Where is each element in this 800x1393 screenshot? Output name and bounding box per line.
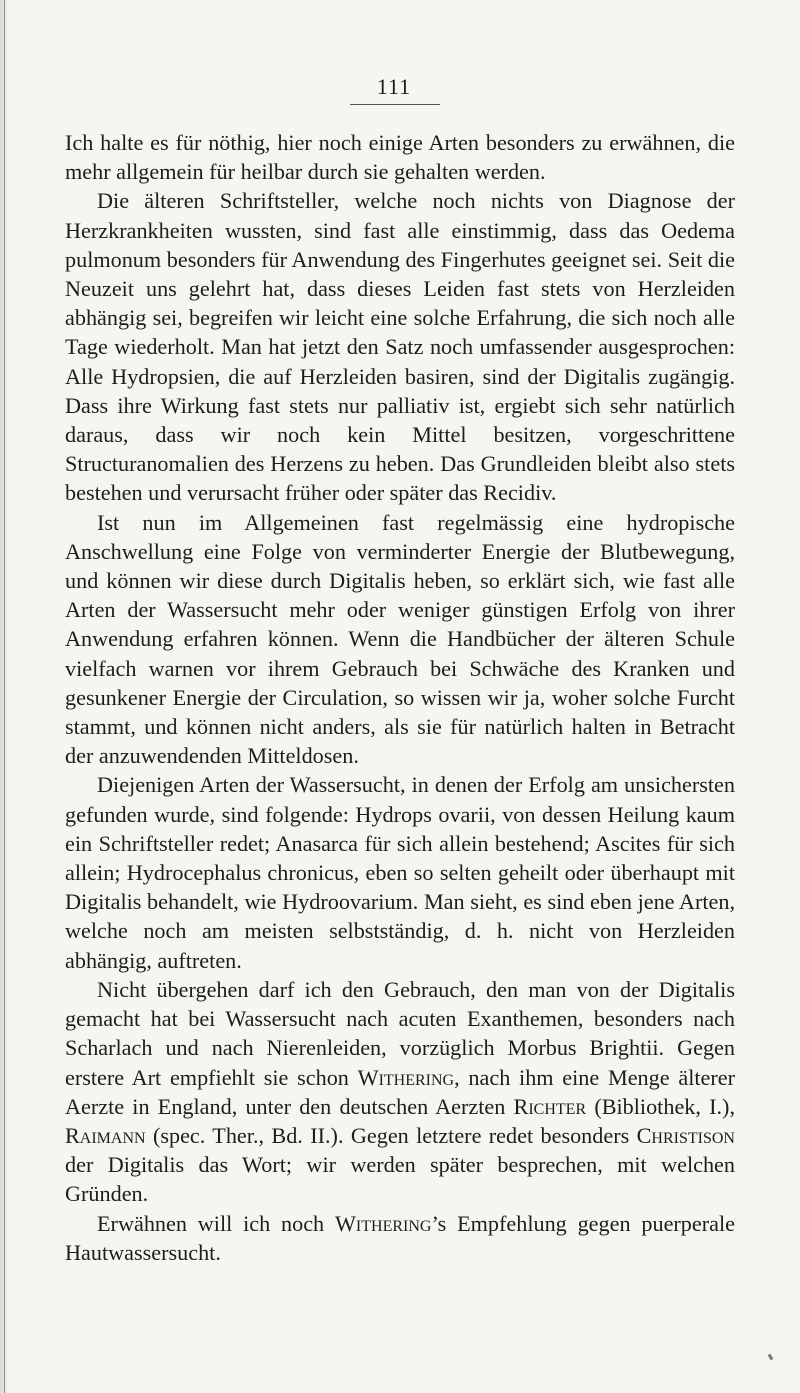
text-segment: Ich halte es für nöthig, hier noch einige Arten besonders zu erwähnen, die mehr allgemein für heilbar durch sie gehalten werden. [65,130,735,185]
text-segment: (spec. Ther., Bd. II.). Gegen letztere redet besonders [145,1122,637,1148]
author-name: Raimann [65,1122,146,1148]
text-segment: der Digitalis das Wort; wir werden später besprechen, mit welchen Gründen. [65,1152,735,1207]
author-name: Withering [357,1064,455,1090]
author-name: Christison [636,1122,735,1148]
paragraph-p2 [65,186,735,507]
paragraph-p6 [65,1209,735,1267]
paragraph-p3 [65,508,735,771]
author-name: Withering [334,1210,432,1236]
text-segment: Nicht übergehen darf ich den Gebrauch, den man von der Digitalis gemacht hat bei Wassersucht nach acuten Exanthemen, besonders nach Scharlach und nach Nierenleiden, vorzüglich Morbus Brightii. Gegen erstere Art empfiehlt sie schon [65,976,735,1090]
text-segment: , nach ihm eine Menge älterer Aerzte in England, unter den deutschen Aerzten [65,1064,735,1119]
page-number: 111 [376,74,412,99]
text-segment: Erwähnen will ich noch [97,1210,335,1236]
page-number-underline [350,104,440,105]
author-name: Richter [513,1093,587,1119]
page-speck [768,1354,774,1361]
text-segment: Ist nun im Allgemeinen fast regelmässig eine hydropische Anschwellung eine Folge von verminderter Energie der Blutbewegung, und können wir diese durch Digitalis heben, so erklärt sich, wie fast alle Arten der Wassersucht mehr oder weniger günstigen Erfolg von ihrer Anwendung erfahren können. Wenn die Handbücher der älteren Schule vielfach warnen vor ihrem Gebrauch bei Schwäche des Kranken und gesunkener Energie der Circulation, so wissen wir ja, woher solche Furcht stammt, und können nicht anders, als sie für natürlich halten in Betracht der anzuwendenden Mitteldosen. [65,509,735,769]
paragraph-p4 [65,770,735,974]
paragraph-p1 [65,128,735,186]
text-segment: ’s Empfehlung gegen puerperale Hautwassersucht. [65,1210,735,1265]
paragraph-p5 [65,975,735,1209]
text-segment: Diejenigen Arten der Wassersucht, in denen der Erfolg am unsichersten gefunden wurde, sind folgende: Hydrops ovarii, von dessen Heilung kaum ein Schriftsteller redet; Anasarca für sich allein bestehend; Ascites für sich allein; Hydrocephalus chronicus, eben so selten geheilt oder überhaupt mit Digitalis behandelt, wie Hydroovarium. Man sieht, es sind eben jene Arten, welche noch am meisten selbstständig, d. h. nicht von Herzleiden abhängig, auftreten. [65,772,735,973]
body-text [65,128,735,1267]
text-segment: Die älteren Schriftsteller, welche noch nichts von Diagnose der Herzkrankheiten wussten, sind fast alle einstimmig, dass das Oedema pulmonum besonders für Anwendung des Fingerhutes geeignet sei. Seit die Neuzeit uns gelehrt hat, dass dieses Leiden fast stets von Herzleiden abhängig sei, begreifen wir leicht eine solche Erfahrung, die sich noch alle Tage wiederholt. Man hat jetzt den Satz noch umfassender ausgesprochen: Alle Hydropsien, die auf Herzleiden basiren, sind der Digitalis zugängig. Dass ihre Wirkung fast stets nur palliativ ist, ergiebt sich sehr natürlich daraus, dass wir noch kein Mittel besitzen, vorgeschrittene Structuranomalien des Herzens zu heben. Das Grundleiden bleibt also stets bestehen und verursacht früher oder später das Recidiv. [65,188,735,506]
text-segment: (Bibliothek, I.), [586,1093,735,1119]
page-edge-line [4,0,5,1393]
